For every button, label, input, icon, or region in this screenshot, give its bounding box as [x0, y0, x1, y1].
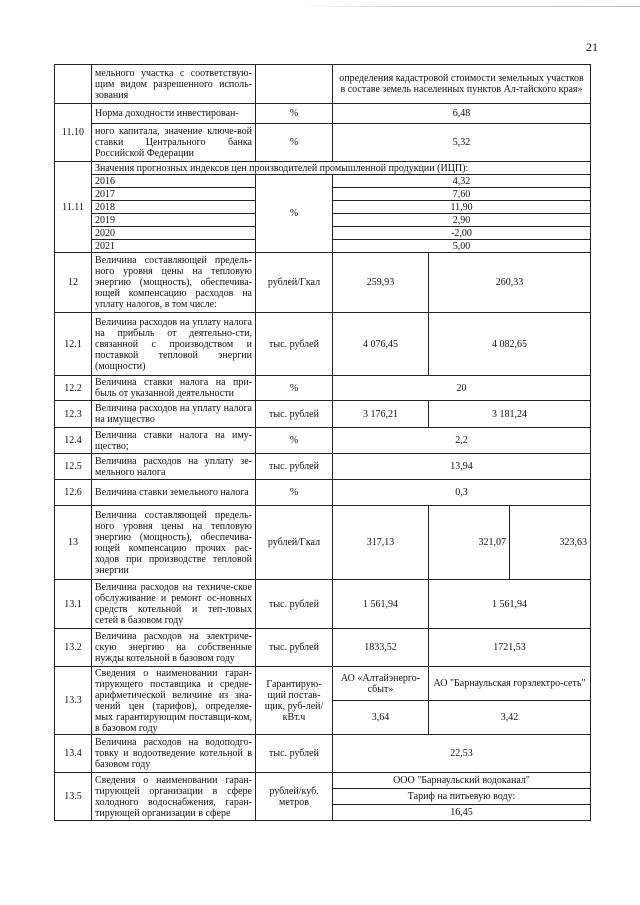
row-name: Величина расходов на уплату зе-мельного налога: [92, 454, 256, 480]
row-unit: тыс. рублей: [256, 313, 333, 376]
row-value: 16,45: [333, 805, 591, 821]
row-unit: %: [256, 376, 333, 401]
row-number: 12.4: [55, 428, 92, 454]
row-value: 317,13: [333, 506, 429, 580]
table-row: [55, 428, 591, 454]
row-unit: рублей/Гкал: [256, 506, 333, 580]
row-value: 260,33: [429, 253, 591, 313]
row-unit: %: [256, 104, 333, 124]
table-row: [55, 580, 591, 629]
row-number: 13.3: [55, 667, 92, 735]
year-label: 2020: [92, 227, 256, 240]
table-row: [55, 735, 591, 773]
tariff-table: [54, 64, 591, 821]
row-number: 12.2: [55, 376, 92, 401]
scan-artifact-line: [300, 6, 640, 7]
row-number: 12.5: [55, 454, 92, 480]
row-value: 321,07: [429, 506, 510, 580]
row-value: 4 076,45: [333, 313, 429, 376]
row-value: 13,94: [333, 454, 591, 480]
row-value: 3 181,24: [429, 401, 591, 428]
table-row: [55, 667, 591, 701]
supplier-name: АО «Алтайэнерго-сбыт»: [333, 667, 429, 701]
row-unit: %: [256, 480, 333, 506]
row-value: 3,42: [429, 701, 591, 735]
row-number: 11.10: [55, 104, 92, 162]
row-number: 13: [55, 506, 92, 580]
row-name: Величина ставки налога на при-быль от указанной деятельности: [92, 376, 256, 401]
row-unit: рублей/куб. метров: [256, 773, 333, 821]
row-name: Величина ставки налога на иму-щество;: [92, 428, 256, 454]
row-value: 1721,53: [429, 629, 591, 667]
row-name: Величина расходов на водоподго-товку и водоотведение котельной в базовом году: [92, 735, 256, 773]
row-value: 1 561,94: [333, 580, 429, 629]
table-row: [55, 313, 591, 376]
row-name: Норма доходности инвестирован-: [92, 104, 256, 124]
row-unit: рублей/Гкал: [256, 253, 333, 313]
row-name: Величина расходов на техниче-ское обслуживание и ремонт ос-новных средств котельной и теп-ловых сетей в базовом году: [92, 580, 256, 629]
row-name: Величина ставки земельного налога: [92, 480, 256, 506]
tariff-label: Тариф на питьевую воду:: [333, 789, 591, 805]
row-value: 259,93: [333, 253, 429, 313]
row-value: 3,64: [333, 701, 429, 735]
row-name: Величина составляющей предель-ного уровня цены на тепловую энергию (мощность), обеспечива-ющей компенсацию прочих рас-ходов при производстве тепловой энергии: [92, 506, 256, 580]
table-row: [55, 124, 591, 162]
year-label: 2017: [92, 188, 256, 201]
table-row: [55, 175, 591, 188]
row-value: 20: [333, 376, 591, 401]
row-value: 0,3: [333, 480, 591, 506]
row-name: Величина расходов на уплату налога на прибыль от деятельно-сти, связанной с производством и поставкой тепловой энергии (мощности): [92, 313, 256, 376]
table-row: [55, 773, 591, 789]
row-unit: тыс. рублей: [256, 401, 333, 428]
table-row: [55, 104, 591, 124]
year-label: 2019: [92, 214, 256, 227]
row-number: 13.4: [55, 735, 92, 773]
row-number: 13.1: [55, 580, 92, 629]
year-label: 2016: [92, 175, 256, 188]
year-label: 2018: [92, 201, 256, 214]
row-unit: тыс. рублей: [256, 629, 333, 667]
supplier-name: АО "Барнаульская горэлектро-сеть": [429, 667, 591, 701]
table-row: [55, 480, 591, 506]
row-value: 1833,52: [333, 629, 429, 667]
table-row: [55, 65, 591, 104]
table-row: [55, 376, 591, 401]
row-value: 4 082,65: [429, 313, 591, 376]
index-value: 11,90: [333, 201, 591, 214]
row-unit: %: [256, 428, 333, 454]
index-value: -2,00: [333, 227, 591, 240]
row-number: 12: [55, 253, 92, 313]
row-unit: %: [256, 124, 333, 162]
row-value: 5,32: [333, 124, 591, 162]
row-name: Величина расходов на электриче-скую энергию на собственные нужды котельной в базовом году: [92, 629, 256, 667]
table-row: [55, 253, 591, 313]
row-name: Величина составляющей предель-ного уровня цены на тепловую энергию (мощность), обеспечива-ющей компенсацию расходов на уплату налогов, в том числе:: [92, 253, 256, 313]
table-row: [55, 401, 591, 428]
row-name: Сведения о наименовании гаран-тирующего поставщика и средне-арифметической величине из зна-чений цен (тарифов), определяе-мых гарантирующим поставщи-ком, в базовом году: [92, 667, 256, 735]
row-number: 12.1: [55, 313, 92, 376]
row-number: 13.2: [55, 629, 92, 667]
row-unit: Гарантирую-щий постав-щик, руб-лей/кВт.ч: [256, 667, 333, 735]
table-row: [55, 629, 591, 667]
index-value: 4,32: [333, 175, 591, 188]
row-number: 12.3: [55, 401, 92, 428]
row-unit: тыс. рублей: [256, 580, 333, 629]
year-label: 2021: [92, 240, 256, 253]
row-value: 323,63: [510, 506, 591, 580]
row-value: 6,48: [333, 104, 591, 124]
table-row: [55, 506, 591, 580]
row-unit: %: [256, 175, 333, 253]
row-name: Величина расходов на уплату налога на имущество: [92, 401, 256, 428]
page-number: 21: [586, 40, 598, 54]
row-unit: тыс. рублей: [256, 735, 333, 773]
row-unit: тыс. рублей: [256, 454, 333, 480]
index-value: 5,00: [333, 240, 591, 253]
row-value: определения кадастровой стоимости земельных участков в составе земель населенных пунктов Ал-тайского края»: [333, 65, 591, 104]
row-value: 1 561,94: [429, 580, 591, 629]
row-number: 13.5: [55, 773, 92, 821]
table-row: [55, 454, 591, 480]
supplier-name: ООО "Барнаульский водоканал": [333, 773, 591, 789]
index-value: 2,90: [333, 214, 591, 227]
row-name: Значения прогнозных индексов цен производителей промышленной продукции (ИЦП):: [92, 162, 591, 175]
row-value: 3 176,21: [333, 401, 429, 428]
row-number: 12.6: [55, 480, 92, 506]
row-name: мельного участка с соответствую-щим видом разрешенного исполь-зования: [92, 65, 256, 104]
table-row: [55, 162, 591, 175]
row-value: 2,2: [333, 428, 591, 454]
row-name: Сведения о наименовании гаран-тирующей организации в сфере холодного водоснабжения, гаран-тирующей организации в сфере: [92, 773, 256, 821]
row-name: ного капитала, значение ключе-вой ставки Центрального банка Российской Федерации: [92, 124, 256, 162]
row-number: 11.11: [55, 162, 92, 253]
row-value: 22,53: [333, 735, 591, 773]
index-value: 7,60: [333, 188, 591, 201]
